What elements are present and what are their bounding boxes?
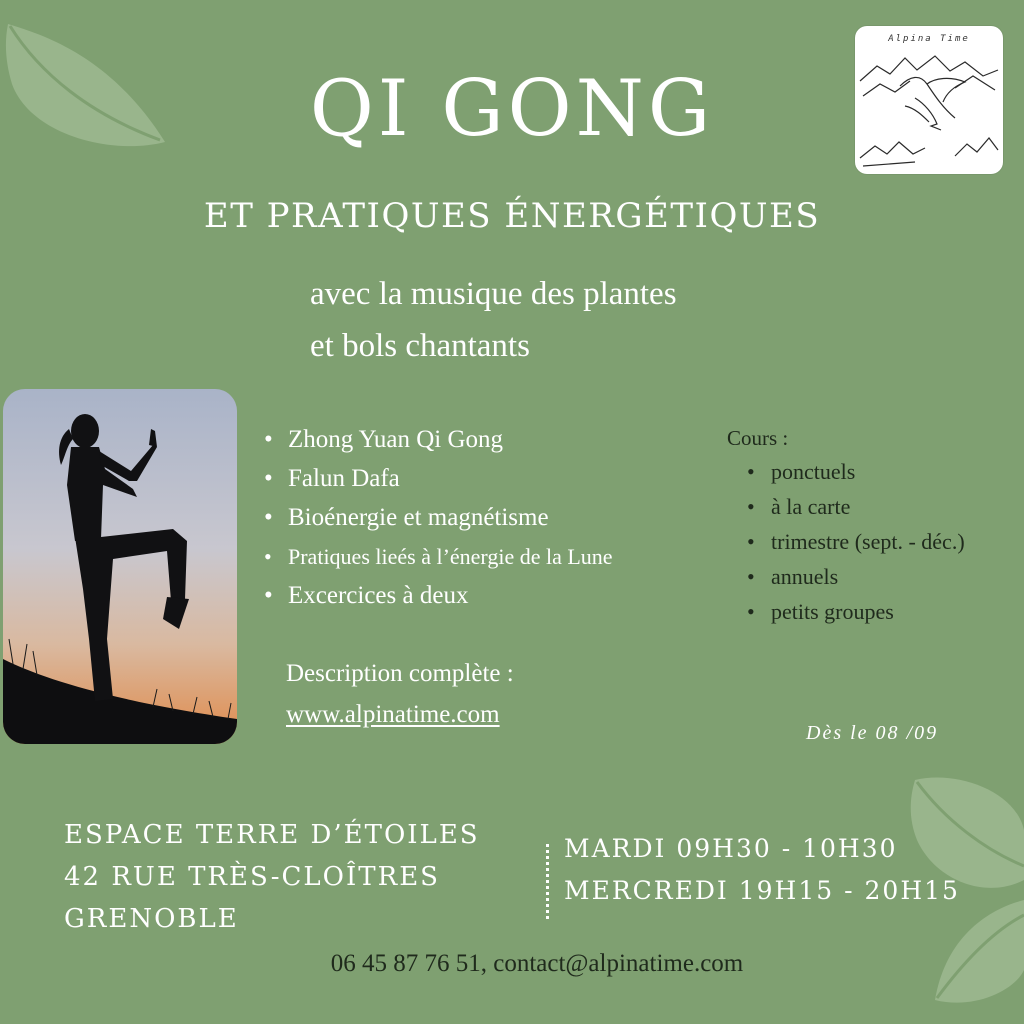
page-title: QI GONG [309,64,715,154]
logo-text: Alpina Time [888,34,970,44]
page-subtitle: ET PRATIQUES ÉNERGÉTIQUES [203,196,821,236]
description-label: Description complète : [286,660,514,687]
start-date: Dès le 08 /09 [806,722,939,744]
list-item: • Pratiques lieés à l’énergie de la Lune [262,539,613,578]
list-item: • petits groupes [745,595,965,630]
list-item: • Zhong Yuan Qi Gong [262,422,613,461]
list-item: • Bioénergie et magnétisme [262,500,613,539]
tagline-line-2: et bols chantants [310,328,530,364]
address-line-3: GRENOBLE [64,904,239,934]
website-link[interactable]: www.alpinatime.com [286,701,500,728]
courses-list [745,455,965,630]
list-item: • annuels [745,560,965,595]
practices-list [262,422,613,617]
list-item: • Excercices à deux [262,578,613,617]
contact-info: 06 45 87 76 51, contact@alpinatime.com [330,950,744,977]
courses-label: Cours : [727,426,789,450]
divider [546,844,549,919]
address-line-2: 42 RUE TRÈS-CLOÎTRES [64,862,440,892]
list-item: • trimestre (sept. - déc.) [745,525,965,560]
list-item: • Falun Dafa [262,461,613,500]
schedule-line-1: MARDI 09H30 - 10H30 [564,834,898,863]
qi-gong-silhouette-photo [3,389,237,744]
tagline-line-1: avec la musique des plantes [310,276,677,312]
address-line-1: ESPACE TERRE D’ÉTOILES [64,820,480,850]
schedule-line-2: MERCREDI 19H15 - 20H15 [564,876,960,905]
list-item: • à la carte [745,490,965,525]
list-item: • ponctuels [745,455,965,490]
